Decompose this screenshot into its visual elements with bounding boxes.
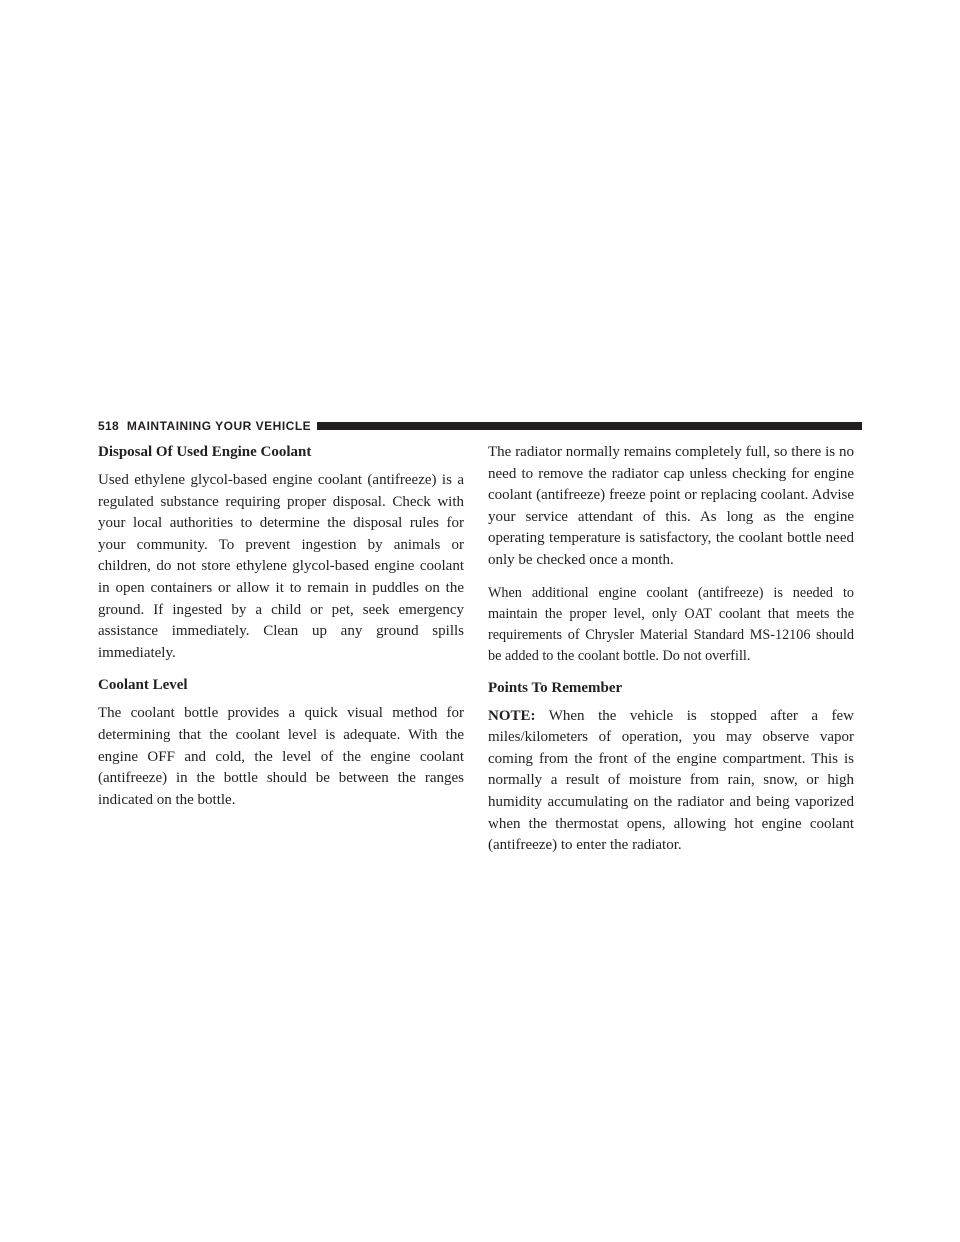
note-text: When the vehicle is stopped after a few miles/kilometers of operation, you may observe vapor coming from the front of the engine compartment. This is normally a result of moisture from rain, snow, or high humidity accumulating on the radiator and being vaporized when the thermostat opens, allowing hot engine coolant (antifreeze) to enter the radiator. bbox=[488, 707, 854, 854]
note-label: NOTE: bbox=[488, 707, 536, 724]
right-column bbox=[488, 442, 854, 868]
left-column bbox=[98, 442, 464, 822]
paragraph-radiator: The radiator normally remains completely full, so there is no need to remove the radiator cap unless checking for engine coolant (antifreeze) freeze point or replacing coolant. Advise your service attendant of this. As long as the engine operating temperature is satisfactory, the coolant bottle need only be checked once a month. bbox=[488, 444, 854, 568]
header-rule bbox=[317, 422, 862, 430]
section-title: MAINTAINING YOUR VEHICLE bbox=[126, 419, 312, 433]
paragraph-additional-coolant: When additional engine coolant (antifreeze) is needed to maintain the proper level, only OAT coolant that meets the requirements of Chrysler Material Standard MS-12106 should be added to the coolant bottle. Do not overfill. bbox=[488, 584, 854, 664]
page-header bbox=[98, 419, 862, 433]
heading-coolant-level: Coolant Level bbox=[98, 677, 188, 694]
paragraph-note bbox=[488, 706, 854, 857]
heading-points-to-remember: Points To Remember bbox=[488, 679, 623, 696]
heading-disposal: Disposal Of Used Engine Coolant bbox=[98, 444, 312, 460]
paragraph-coolant-level: The coolant bottle provides a quick visual method for determining that the coolant level is adequate. With the engine OFF and cold, the level of the engine coolant (antifreeze) in the bottle should be between the ranges indicated on the bottle. bbox=[98, 705, 464, 808]
page-number: 518 bbox=[98, 419, 119, 433]
paragraph-disposal: Used ethylene glycol-based engine coolant (antifreeze) is a regulated substance requiring proper disposal. Check with your local authorities to determine the disposal rules for your community. To prevent ingestion by animals or children, do not store ethylene glycol-based engine coolant in open containers or allow it to remain in puddles on the ground. If ingested by a child or pet, seek emergency assistance immediately. Clean up any ground spills immediately. bbox=[98, 472, 464, 661]
